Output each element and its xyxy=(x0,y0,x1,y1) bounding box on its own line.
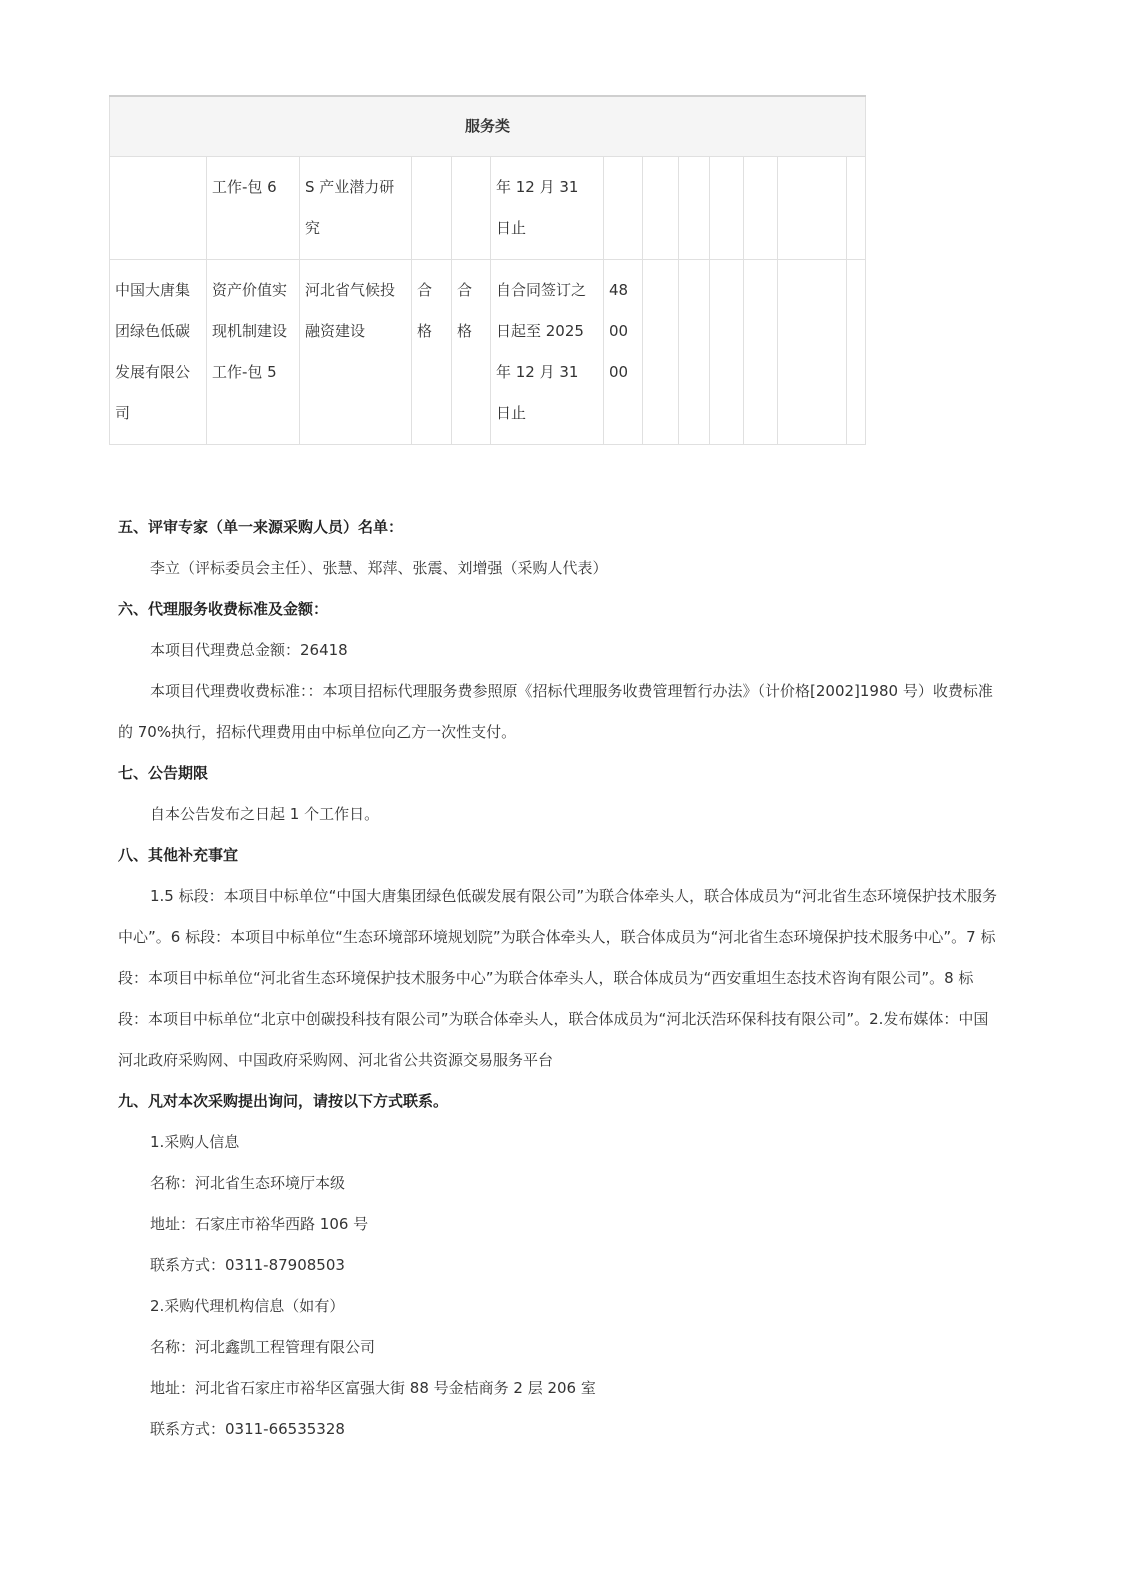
empty-cell xyxy=(778,157,847,260)
agency-contact: 联系方式：0311-66535328 xyxy=(150,1420,345,1438)
eval-cell xyxy=(412,157,452,260)
empty-cell xyxy=(710,260,744,445)
agency-title: 2.采购代理机构信息（如有） xyxy=(150,1297,345,1315)
purchaser-title: 1.采购人信息 xyxy=(150,1133,240,1151)
table-row xyxy=(110,260,866,445)
section-heading-period: 七、公告期限 xyxy=(118,764,209,782)
experts-list: 李立（评标委员会主任）、张慧、郑萍、张震、刘增强（采购人代表） xyxy=(150,559,608,577)
fee-total: 本项目代理费总金额：26418 xyxy=(150,641,348,659)
period-cell: 自合同签订之日起至 2025 年 12 月 31 日止 xyxy=(491,260,604,445)
company-cell: 中国大唐集团绿色低碳发展有限公司 xyxy=(110,260,207,445)
empty-cell xyxy=(679,260,710,445)
eval-cell: 合格 xyxy=(452,260,491,445)
notice-period: 自本公告发布之日起 1 个工作日。 xyxy=(150,805,380,823)
empty-cell xyxy=(847,157,866,260)
eval-cell xyxy=(452,157,491,260)
fee-standard: 本项目代理费收费标准：：本项目招标代理服务费参照原《招标代理服务收费管理暂行办法》（计价格[2002]1980 号）收费标准的 70%执行，招标代理费用由中标单位向乙方一次性支付。 xyxy=(118,682,993,741)
project-cell: S 产业潜力研究 xyxy=(300,157,412,260)
empty-cell xyxy=(643,260,679,445)
eval-cell: 合格 xyxy=(412,260,452,445)
empty-cell xyxy=(679,157,710,260)
empty-cell xyxy=(744,260,778,445)
purchaser-address: 地址：石家庄市裕华西路 106 号 xyxy=(150,1215,369,1233)
amount-cell: 480000 xyxy=(604,260,643,445)
section-heading-contact: 九、凡对本次采购提出询问，请按以下方式联系。 xyxy=(118,1092,449,1110)
period-cell: 年 12 月 31 日止 xyxy=(491,157,604,260)
agency-address: 地址：河北省石家庄市裕华区富强大街 88 号金桔商务 2 层 206 室 xyxy=(150,1379,596,1397)
table-caption-row xyxy=(110,96,866,157)
empty-cell xyxy=(643,157,679,260)
announcement-body xyxy=(118,507,998,1450)
package-cell: 资产价值实现机制建设工作-包 5 xyxy=(207,260,300,445)
table-row xyxy=(110,157,866,260)
purchaser-name: 名称：河北省生态环境厅本级 xyxy=(150,1174,346,1192)
results-table xyxy=(109,95,866,445)
package-cell: 工作-包 6 xyxy=(207,157,300,260)
purchaser-contact: 联系方式：0311-87908503 xyxy=(150,1256,345,1274)
project-cell: 河北省气候投融资建设 xyxy=(300,260,412,445)
agency-name: 名称：河北鑫凯工程管理有限公司 xyxy=(150,1338,376,1356)
section-heading-supplement: 八、其他补充事宜 xyxy=(118,846,239,864)
empty-cell xyxy=(744,157,778,260)
amount-cell xyxy=(604,157,643,260)
company-cell xyxy=(110,157,207,260)
supplement-text: 1.5 标段：本项目中标单位“中国大唐集团绿色低碳发展有限公司”为联合体牵头人，联合体成员为“河北省生态环境保护技术服务中心”。6 标段：本项目中标单位“生态环境部环境规划院”为联合体牵头人，联合体成员为“河北省生态环境保护技术服务中心”。7 标段：本项目中标单位“河北省生态环境保护技术服务中心”为联合体牵头人，联合体成员为“西安重坦生态技术咨询有限公司”。8 标段：本项目中标单位“北京中创碳投科技有限公司”为联合体牵头人，联合体成员为“河北沃浩环保科技有限公司”。2.发布媒体：中国河北政府采购网、中国政府采购网、河北省公共资源交易服务平台 xyxy=(118,887,997,1069)
empty-cell xyxy=(710,157,744,260)
empty-cell xyxy=(778,260,847,445)
section-heading-experts: 五、评审专家（单一来源采购人员）名单： xyxy=(118,518,404,536)
section-heading-fees: 六、代理服务收费标准及金额： xyxy=(118,600,329,618)
table-caption: 服务类 xyxy=(110,96,866,157)
empty-cell xyxy=(847,260,866,445)
